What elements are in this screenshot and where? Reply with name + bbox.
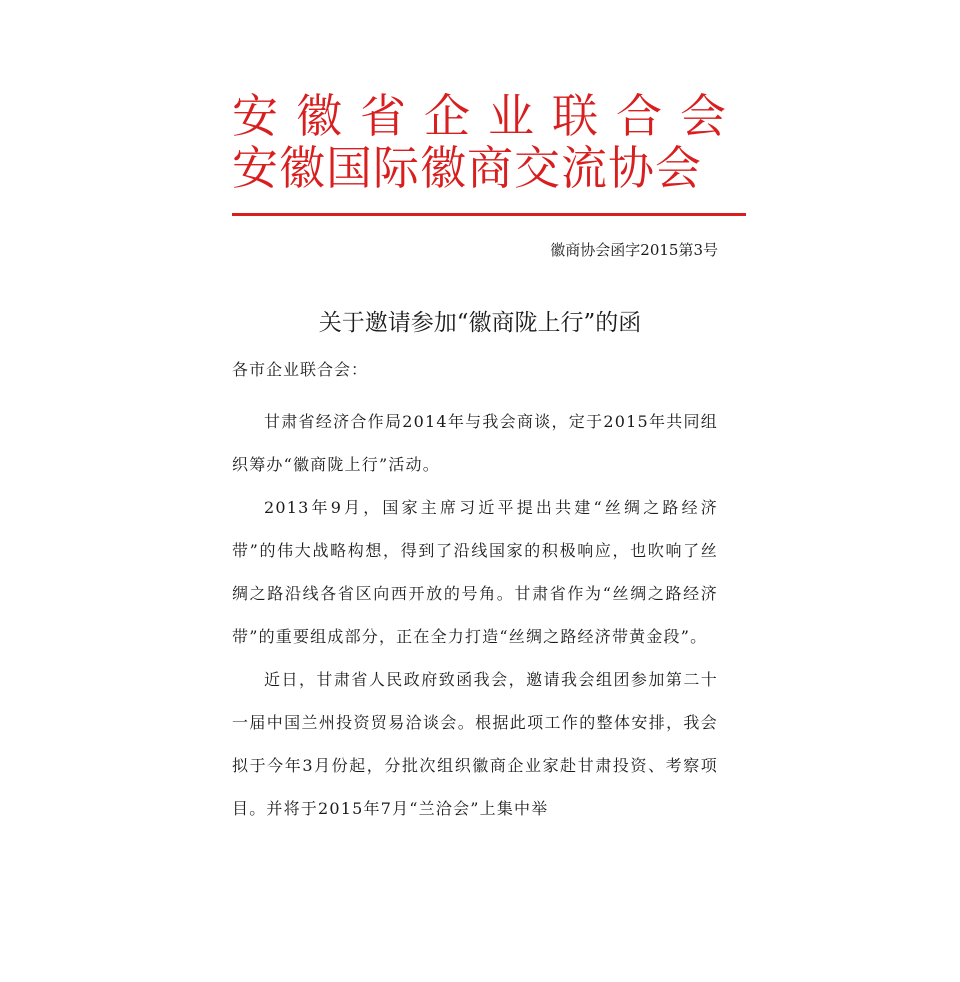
red-header-divider <box>232 213 746 216</box>
document-number: 徽商协会函字2015第3号 <box>550 241 718 259</box>
letter-body <box>232 400 718 830</box>
organization-name-line-1: 安徽省企业联合会 <box>232 89 744 143</box>
letter-title: 关于邀请参加“徽商陇上行”的函 <box>318 310 642 336</box>
body-paragraph: 近日，甘肃省人民政府致函我会，邀请我会组团参加第二十一届中国兰州投资贸易洽谈会。根据此项工作的整体安排，我会拟于今年3月份起，分批次组织徽商企业家赴甘肃投资、考察项目。并将于2015年7月“兰洽会”上集中举 <box>232 670 718 818</box>
salutation: 各市企业联合会： <box>232 360 369 379</box>
body-paragraph: 甘肃省经济合作局2014年与我会商谈，定于2015年共同组织筹办“徽商陇上行”活动。 <box>232 412 718 474</box>
organization-name-line-2: 安徽国际徽商交流协会 <box>232 141 702 195</box>
body-paragraph: 2013年9月，国家主席习近平提出共建“丝绸之路经济带”的伟大战略构想，得到了沿线国家的积极响应，也吹响了丝绸之路沿线各省区向西开放的号角。甘肃省作为“丝绸之路经济带”的重要组成部分，正在全力打造“丝绸之路经济带黄金段”。 <box>232 498 718 646</box>
